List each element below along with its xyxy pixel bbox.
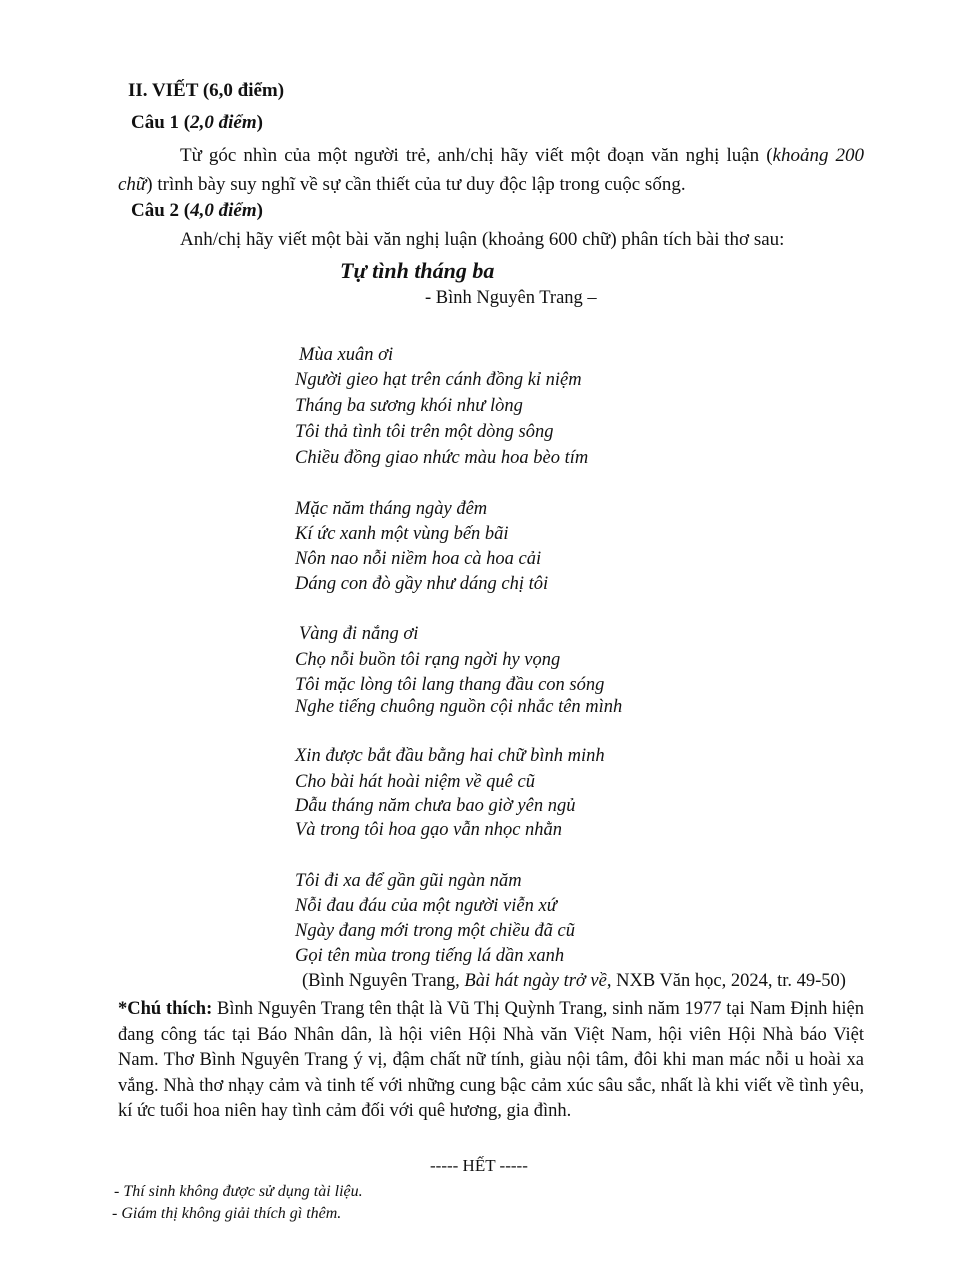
poem-line: Dáng con đò gầy như dáng chị tôi: [295, 574, 549, 594]
poem-line: Nghe tiếng chuông nguồn cội nhắc tên mình: [295, 697, 623, 717]
poem-line: Người gieo hạt trên cánh đồng kỉ niệm: [295, 370, 582, 390]
poem-line: Ngày đang mới trong một chiều đã cũ: [295, 921, 575, 941]
poem-line: Vàng đi nắng ơi: [299, 624, 419, 644]
poem-line: Chọ nỗi buồn tôi rạng ngời hy vọng: [295, 650, 561, 670]
poem-line: Mặc năm tháng ngày đêm: [295, 499, 488, 519]
poem-title: Tự tình tháng ba: [340, 258, 495, 283]
poem-line: Tôi thả tình tôi trên một dòng sông: [295, 422, 554, 442]
poem-line: Cho bài hát hoài niệm về quê cũ: [295, 772, 535, 792]
poem-source: (Bình Nguyên Trang, Bài hát ngày trở về, NXB Văn học, 2024, tr. 49-50): [302, 971, 846, 991]
question-1-heading: Câu 1 (2,0 điểm): [131, 112, 263, 133]
question-2-prompt: Anh/chị hãy viết một bài văn nghị luận (khoảng 600 chữ) phân tích bài thơ sau:: [180, 229, 785, 250]
footer-note-2: - Giám thị không giải thích gì thêm.: [112, 1205, 342, 1222]
section-title: II. VIẾT (6,0 điểm): [128, 80, 285, 101]
poem-line: Nôn nao nỗi niềm hoa cà hoa cải: [295, 549, 542, 569]
end-mark: ----- HẾT -----: [430, 1156, 528, 1175]
footnote: *Chú thích: Bình Nguyên Trang tên thật là Vũ Thị Quỳnh Trang, sinh năm 1977 tại Nam Định hiện đang công tác tại Báo Nhân dân, là hội viên Hội Nhà văn Việt Nam, hội viên Hội Nhà báo Việt Nam. Thơ Bình Nguyên Trang ý vị, đậm chất nữ tính, giàu nội tâm, đôi khi man mác nỗi u hoài xa vắng. Nhà thơ nhạy cảm và tinh tế với những cung bậc cảm xúc sâu sắc, nhất là khi viết về tình yêu, kí ức tuổi hoa niên hay tình cảm đối với quê hương, gia đình.: [118, 999, 864, 1121]
poem-author: - Bình Nguyên Trang –: [425, 288, 597, 308]
footer-note-1: - Thí sinh không được sử dụng tài liệu.: [114, 1183, 363, 1200]
poem-line: Dẫu tháng năm chưa bao giờ yên ngủ: [295, 796, 576, 816]
poem-line: Và trong tôi hoa gạo vẫn nhọc nhằn: [295, 820, 563, 840]
poem-line: Tháng ba sương khói như lòng: [295, 396, 523, 416]
poem-line: Tôi đi xa để gần gũi ngàn năm: [295, 871, 522, 891]
poem-line: Mùa xuân ơi: [299, 345, 394, 365]
question-2-heading: Câu 2 (4,0 điểm): [131, 200, 263, 221]
poem-line: Kí ức xanh một vùng bến bãi: [295, 524, 509, 544]
poem-line: Chiều đồng giao nhức màu hoa bèo tím: [295, 448, 589, 468]
question-1-prompt: Từ góc nhìn của một người trẻ, anh/chị hãy viết một đoạn văn nghị luận (khoảng 200 chữ) trình bày suy nghĩ về sự cần thiết của tư duy độc lập trong cuộc sống.: [118, 145, 864, 195]
poem-line: Xin được bắt đầu bằng hai chữ bình minh: [295, 746, 605, 766]
poem-line: Nỗi đau đáu của một người viễn xứ: [295, 896, 557, 916]
poem-line: Tôi mặc lòng tôi lang thang đầu con sóng: [295, 675, 605, 695]
poem-line: Gọi tên mùa trong tiếng lá dần xanh: [295, 946, 565, 966]
